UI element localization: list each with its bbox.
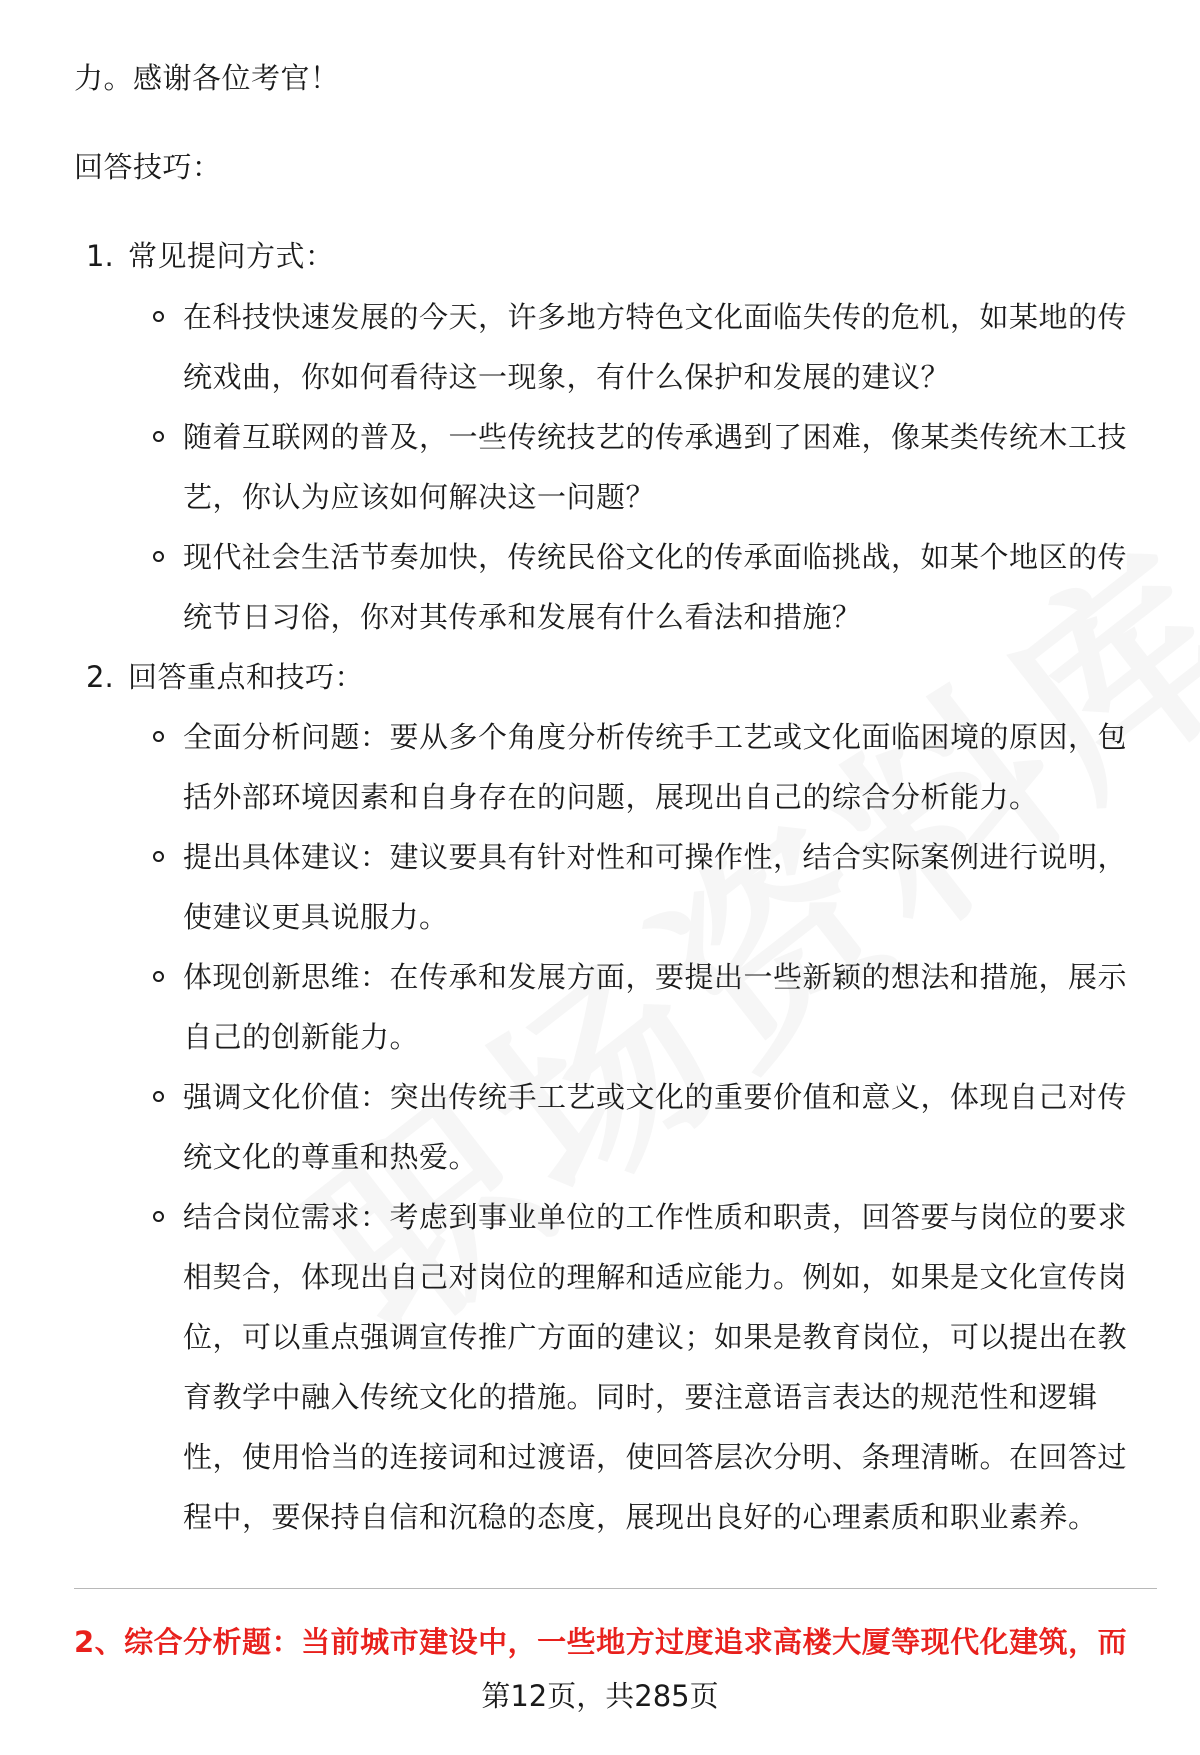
bullet-icon — [153, 1211, 164, 1222]
list-number: 1. — [86, 239, 114, 273]
list-item-line: 相契合，体现出自己对岗位的理解和适应能力。例如，如果是文化宣传岗 — [183, 1260, 1128, 1294]
page-number-footer: 第12页，共285页 — [481, 1679, 719, 1713]
list-item-line: 体现创新思维：在传承和发展方面，要提出一些新颖的想法和措施，展示 — [183, 960, 1128, 994]
list-number: 2. — [86, 660, 114, 694]
list-item-line: 提出具体建议：建议要具有针对性和可操作性，结合实际案例进行说明， — [183, 840, 1128, 874]
bullet-icon — [153, 971, 164, 982]
list-item-line: 强调文化价值：突出传统手工艺或文化的重要价值和意义，体现自己对传 — [183, 1080, 1128, 1114]
bullet-icon — [153, 551, 164, 562]
list-item-line: 全面分析问题：要从多个角度分析传统手工艺或文化面临困境的原因，包 — [183, 720, 1128, 754]
list-item-line: 自己的创新能力。 — [183, 1020, 420, 1054]
divider — [74, 1588, 1157, 1589]
list-item-line: 统文化的尊重和热爱。 — [183, 1140, 479, 1174]
bullet-icon — [153, 311, 164, 322]
bullet-icon — [153, 851, 164, 862]
paragraph-line: 力。感谢各位考官！ — [74, 61, 340, 95]
bullet-icon — [153, 731, 164, 742]
list-item-line: 性，使用恰当的连接词和过渡语，使回答层次分明、条理清晰。在回答过 — [183, 1440, 1128, 1474]
list-item-line: 程中，要保持自信和沉稳的态度，展现出良好的心理素质和职业素养。 — [183, 1500, 1098, 1534]
list-title: 回答重点和技巧： — [128, 660, 365, 694]
list-item-line: 位，可以重点强调宣传推广方面的建议；如果是教育岗位，可以提出在教 — [183, 1320, 1128, 1354]
section-heading: 回答技巧： — [74, 150, 222, 184]
list-item-line: 艺，你认为应该如何解决这一问题？ — [183, 480, 656, 514]
list-item-line: 在科技快速发展的今天，许多地方特色文化面临失传的危机，如某地的传 — [183, 300, 1128, 334]
bullet-icon — [153, 431, 164, 442]
list-item-line: 括外部环境因素和自身存在的问题，展现出自己的综合分析能力。 — [183, 780, 1039, 814]
list-item-line: 统戏曲，你如何看待这一现象，有什么保护和发展的建议？ — [183, 360, 951, 394]
bullet-icon — [153, 1091, 164, 1102]
next-question-heading: 2、综合分析题：当前城市建设中，一些地方过度追求高楼大厦等现代化建筑，而 — [74, 1625, 1128, 1659]
list-item-line: 统节日习俗，你对其传承和发展有什么看法和措施？ — [183, 600, 862, 634]
list-title: 常见提问方式： — [128, 239, 335, 273]
list-item-line: 育教学中融入传统文化的措施。同时，要注意语言表达的规范性和逻辑 — [183, 1380, 1098, 1414]
list-item-line: 随着互联网的普及，一些传统技艺的传承遇到了困难，像某类传统木工技 — [183, 420, 1128, 454]
list-item-line: 使建议更具说服力。 — [183, 900, 449, 934]
list-item-line: 现代社会生活节奏加快，传统民俗文化的传承面临挑战，如某个地区的传 — [183, 540, 1128, 574]
list-item-line: 结合岗位需求：考虑到事业单位的工作性质和职责，回答要与岗位的要求 — [183, 1200, 1128, 1234]
